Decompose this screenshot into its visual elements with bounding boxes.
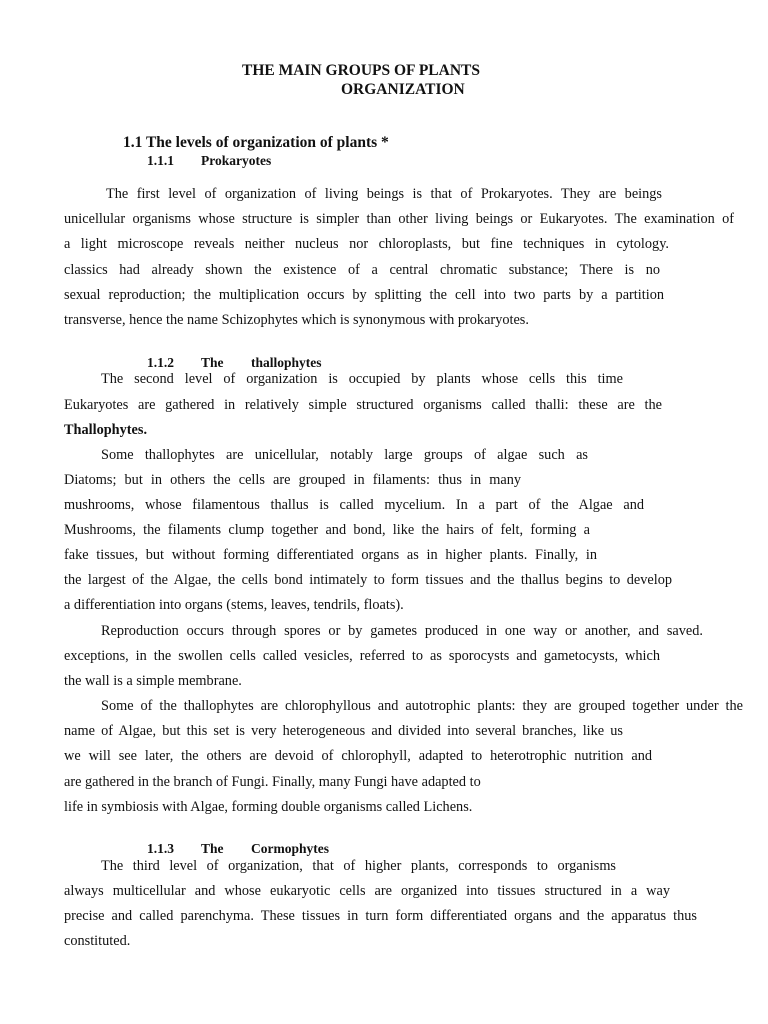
- thallophytes-line-17: are gathered in the branch of Fungi. Finally, many Fungi have adapted to: [64, 774, 481, 790]
- subsection-title-word-1: The: [201, 841, 224, 856]
- thallophytes-line-16: we will see later, the others are devoid of chlorophyll, adapted to heterotrophic nutrition and: [64, 748, 652, 764]
- thallophytes-line-14: Some of the thallophytes are chlorophyllous and autotrophic plants: they are grouped together under the: [101, 698, 743, 714]
- thallophytes-line-11: Reproduction occurs through spores or by gametes produced in one way or another, and saved.: [101, 623, 703, 639]
- cormophytes-line-4: constituted.: [64, 933, 131, 949]
- prokaryotes-line-1: The first level of organization of living beings is that of Prokaryotes. They are beings: [106, 186, 662, 202]
- subsection-title-word-2: Cormophytes: [251, 841, 329, 856]
- document-title-line2: ORGANIZATION: [341, 81, 465, 98]
- thallophytes-line-1: The second level of organization is occupied by plants whose cells this time: [101, 371, 623, 387]
- subsection-title: Prokaryotes: [201, 153, 272, 168]
- thallophytes-line-15: name of Algae, but this set is very heterogeneous and divided into several branches, like us: [64, 723, 623, 739]
- thallophytes-line-13: the wall is a simple membrane.: [64, 673, 242, 689]
- thallophytes-line-18: life in symbiosis with Algae, forming double organisms called Lichens.: [64, 799, 473, 815]
- subsection-title-word-2: thallophytes: [251, 355, 322, 370]
- thallophytes-line-10: a differentiation into organs (stems, leaves, tendrils, floats).: [64, 597, 404, 613]
- subsection-1-1-2-heading: [147, 356, 322, 370]
- cormophytes-line-2: always multicellular and whose eukaryotic cells are organized into tissues structured in a way: [64, 883, 670, 899]
- subsection-number: 1.1.1: [147, 153, 174, 168]
- prokaryotes-line-5: sexual reproduction; the multiplication occurs by splitting the cell into two parts by a partition: [64, 287, 664, 303]
- prokaryotes-line-3: a light microscope reveals neither nucleus nor chloroplasts, but fine techniques in cytology.: [64, 236, 669, 252]
- cormophytes-line-3: precise and called parenchyma. These tissues in turn form differentiated organs and the apparatus thus: [64, 908, 697, 924]
- document-title-line1: THE MAIN GROUPS OF PLANTS: [242, 62, 480, 79]
- thallophytes-line-8: fake tissues, but without forming differentiated organs as in higher plants. Finally, in: [64, 547, 597, 563]
- subsection-1-1-1-heading: [147, 154, 271, 168]
- thallophytes-line-9: the largest of the Algae, the cells bond intimately to form tissues and the thallus begins to develop: [64, 572, 672, 588]
- cormophytes-line-1: The third level of organization, that of higher plants, corresponds to organisms: [101, 858, 616, 874]
- subsection-number: 1.1.2: [147, 355, 174, 370]
- thallophytes-line-6: mushrooms, whose filamentous thallus is called mycelium. In a part of the Algae and: [64, 497, 644, 513]
- section-heading: 1.1 The levels of organization of plants *: [123, 134, 389, 151]
- thallophytes-line-4: Some thallophytes are unicellular, notably large groups of algae such as: [101, 447, 588, 463]
- thallophytes-line-3: Thallophytes.: [64, 422, 148, 438]
- thallophytes-line-5: Diatoms; but in others the cells are grouped in filaments: thus in many: [64, 472, 521, 488]
- subsection-1-1-3-heading: [147, 842, 329, 856]
- subsection-number: 1.1.3: [147, 841, 174, 856]
- thallophytes-line-7: Mushrooms, the filaments clump together and bond, like the hairs of felt, forming a: [64, 522, 590, 538]
- prokaryotes-line-4: classics had already shown the existence of a central chromatic substance; There is no: [64, 262, 660, 278]
- prokaryotes-line-2: unicellular organisms whose structure is simpler than other living beings or Eukaryotes. The examination of: [64, 211, 734, 227]
- thallophytes-line-2: Eukaryotes are gathered in relatively simple structured organisms called thalli: these are the: [64, 397, 662, 413]
- prokaryotes-line-6: transverse, hence the name Schizophytes which is synonymous with prokaryotes.: [64, 312, 529, 328]
- subsection-title-word-1: The: [201, 355, 224, 370]
- thallophytes-line-12: exceptions, in the swollen cells called vesicles, referred to as sporocysts and gametocysts, which: [64, 648, 660, 664]
